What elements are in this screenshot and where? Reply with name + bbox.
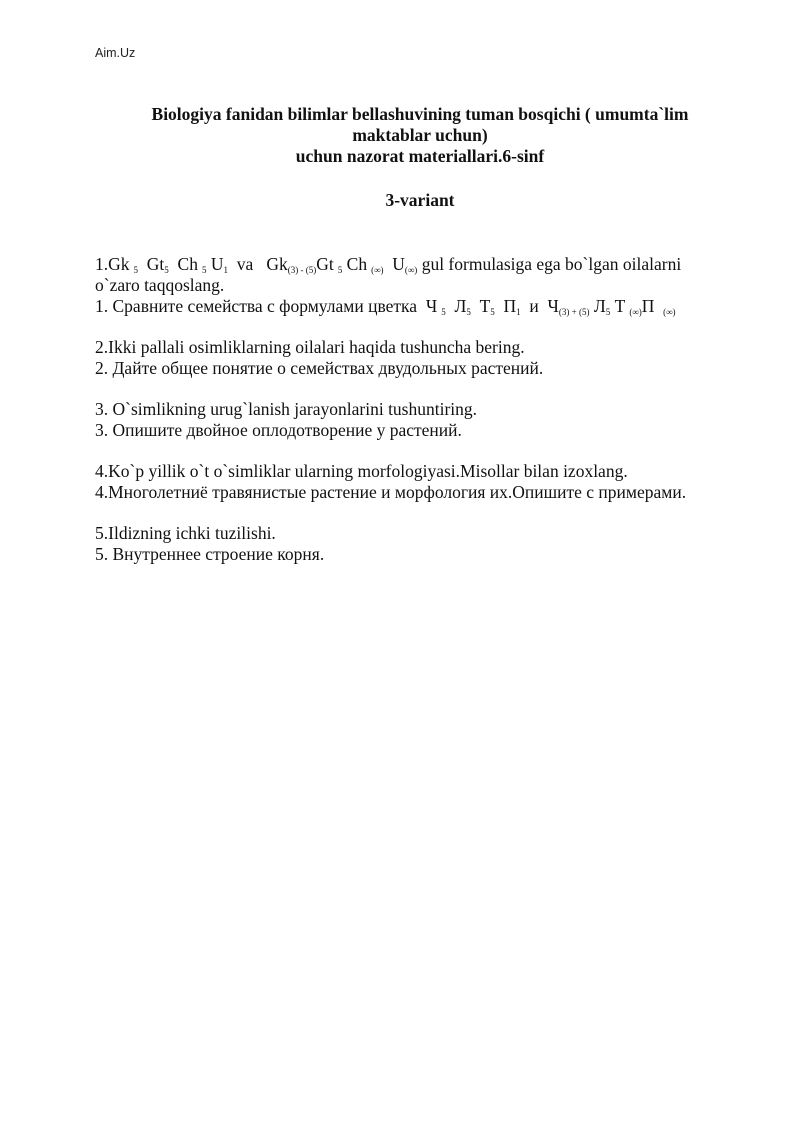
formula-subscript: 5 [605,307,611,317]
formula-subscript: 5 [441,307,446,317]
question-1-uz-line-2: o`zaro taqqoslang. [95,275,225,295]
formula-subscript: 5 [466,307,471,317]
formula-term: Л [454,296,467,316]
formula-term: Gk [108,254,130,274]
formula-term: Gt [316,254,334,274]
question-4 [95,461,755,503]
site-header: Aim.Uz [95,46,136,60]
question-3 [95,399,755,441]
question-2-ru: 2. Дайте общее понятие о семействах двудольных растений. [95,358,544,378]
formula-term: Gk [266,254,288,274]
question-2 [95,337,755,379]
question-1-ru-formula-line [95,296,755,317]
conjunction: и [529,296,539,316]
formula-term: Ч [425,296,438,316]
formula-subscript: 5 [201,265,207,275]
title-line-3: uchun nazorat materiallari.6-sinf [295,146,545,166]
question-5-uz: 5.Ildizning ichki tuzilishi. [95,523,276,543]
formula-term: Т [479,296,491,316]
formula-subscript: 5 [337,265,343,275]
question-5 [95,523,755,565]
question-4-uz: 4.Ko`p yillik o`t o`simliklar ularning morfologiyasi.Misollar bilan izoxlang. [95,461,628,481]
question-3-ru: 3. Опишите двойное оплодотворение у растений. [95,420,462,440]
formula-term: Ch [346,254,368,274]
formula-subscript: 1 [223,265,228,275]
formula-subscript: (∞) [371,265,384,275]
formula-term: Gt [146,254,165,274]
question-2-uz: 2.Ikki pallali osimliklarning oilalari haqida tushuncha bering. [95,337,525,357]
formula-subscript: (∞) [663,307,676,317]
question-1 [95,254,755,317]
formula-term: U [392,254,405,274]
formula-subscript: 1 [516,307,521,317]
formula-subscript: (∞) [629,307,642,317]
conjunction: va [236,254,254,274]
formula-term: П [503,296,517,316]
formula-subscript: 5 [133,265,139,275]
question-3-uz: 3. O`simlikning urug`lanish jarayonlarini tushuntiring. [95,399,478,419]
question-1-uz-formula-line [95,254,755,275]
title-line-2: maktablar uchun) [352,125,488,145]
formula-subscript: (∞) [404,265,418,275]
formula-subscript: 5 [164,265,169,275]
question-1-ru-text: 1. Сравните семейства с формулами цветка [95,296,418,316]
variant-label: 3-variant [385,190,455,210]
title-line-1: Biologiya fanidan bilimlar bellashuvining tuman bosqichi ( umumta`lim [151,104,689,124]
document-title [95,104,745,167]
formula-subscript: 5 [490,307,495,317]
question-5-ru: 5. Внутреннее строение корня. [95,544,325,564]
formula-term: Л [593,296,606,316]
formula-term: Ч [547,296,559,316]
formula-term: П [641,296,655,316]
question-list [95,254,755,585]
formula-term: Т [614,296,626,316]
formula-term: Ch [177,254,198,274]
formula-subscript: (3) - (5) [287,265,317,275]
formula-subscript: (3) + (5) [558,307,590,317]
question-4-ru: 4.Многолетниё травянистые растение и морфология их.Опишите с примерами. [95,482,687,502]
formula-term: U [210,254,224,274]
question-number: 1. [95,254,109,274]
question-1-uz-text: gul formulasiga ega bo`lgan oilalarni [421,254,682,274]
